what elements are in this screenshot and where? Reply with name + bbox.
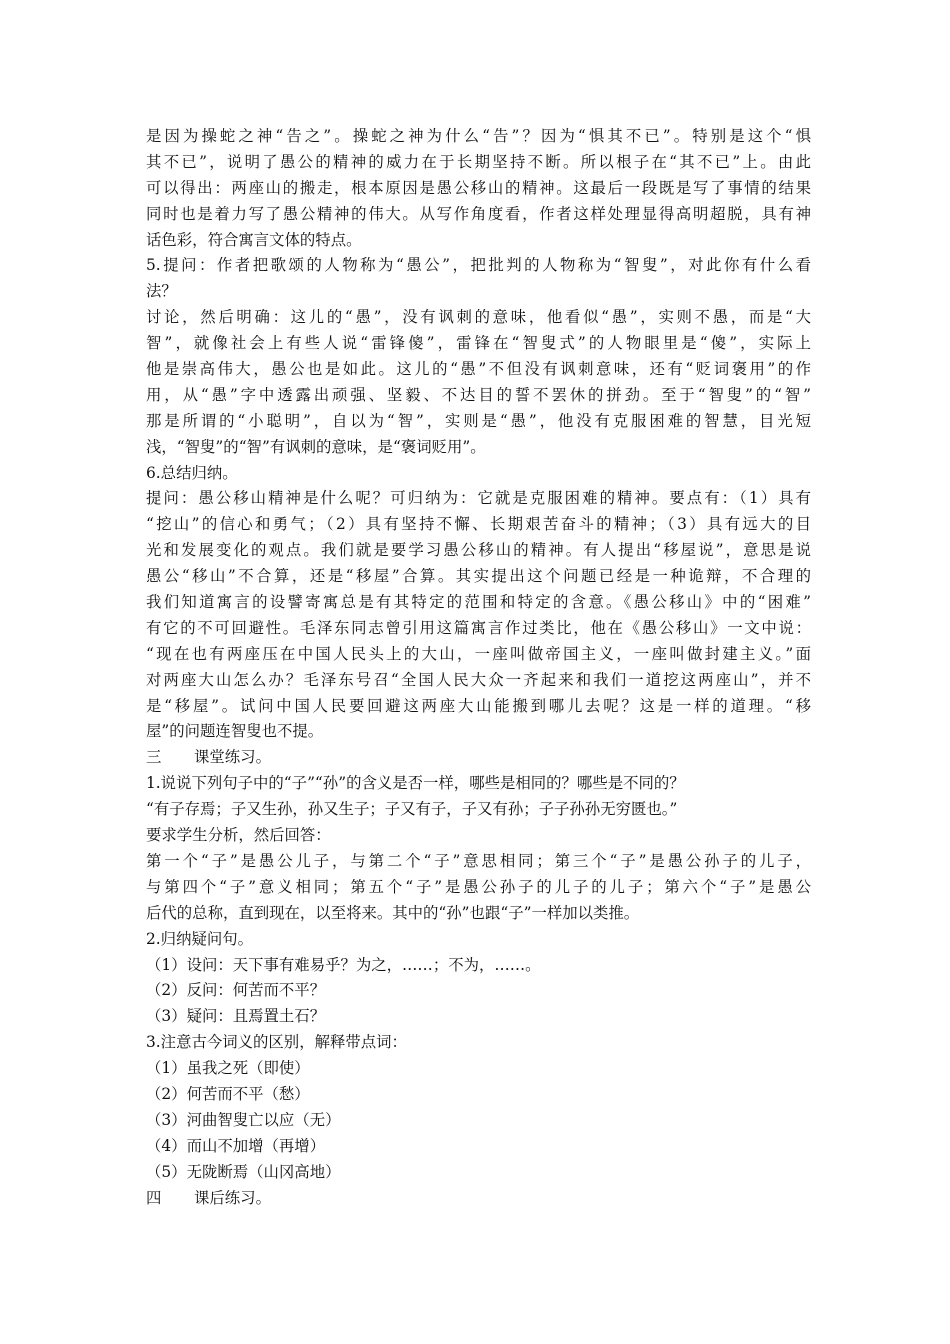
text-line: “挖山”的信心和勇气；（2）具有坚持不懈、长期艰苦奋斗的精神；（3）具有远大的目 [146, 515, 811, 534]
paragraph-conclusion [146, 124, 811, 253]
text-line: 浅，“智叟”的“智”有讽刺的意味，是“褒词贬用”。 [146, 437, 486, 456]
list-item: （1）虽我之死（即使） [146, 1059, 310, 1078]
document-body [146, 124, 811, 1211]
text-line: 愚公“移山”不合算，还是“移屋”合算。其实提出这个问题已经是一种诡辩，不合理的 [146, 567, 811, 586]
text-line: 第一个“子”是愚公儿子，与第二个“子”意思相同；第三个“子”是愚公孙子的儿子， [146, 851, 811, 870]
discussion-5 [146, 305, 811, 460]
text-line: 用，从“愚”字中透露出顽强、坚毅、不达目的誓不罢休的拼劲。至于“智叟”的“智” [146, 385, 811, 404]
text-line: 法？ [146, 282, 177, 301]
text-line: 同时也是着力写了愚公精神的伟大。从写作角度看，作者这样处理显得高明超脱，具有神 [146, 204, 811, 223]
exercise-1-answer [146, 849, 811, 927]
list-item: （3）疑问：且焉置土石？ [146, 1007, 326, 1026]
text-line: 屋”的问题连智叟也不提。 [146, 722, 324, 741]
exercise-1-question: 1.说说下列句子中的“子”“孙”的含义是否一样，哪些是相同的？哪些是不同的？ [146, 774, 685, 793]
exercise-1-quote: “有子存焉；子又生孙，孙又生子；子又有子，子又有孙；子子孙孙无穷匮也。” [146, 800, 678, 819]
exercise-2-list [146, 953, 811, 1031]
text-line: 智”，就像社会上有些人说“雷锋傻”，雷锋在“智叟式”的人物眼里是“傻”，实际上 [146, 334, 811, 353]
section-heading-classroom-practice [146, 745, 811, 771]
section-number: 三 [146, 748, 162, 767]
exercise-3-heading: 3.注意古今词义的区别，解释带点词： [146, 1033, 407, 1052]
text-line: 我们知道寓言的设譬寄寓总是有其特定的范围和特定的含意。《愚公移山》中的“困难” [146, 593, 811, 612]
text-line: 其不已”，说明了愚公的精神的威力在于长期坚持不断。所以根子在“其不已”上。由此 [146, 152, 811, 171]
paragraph-summary [146, 486, 811, 745]
text-line: 话色彩，符合寓言文体的特点。 [146, 230, 362, 249]
exercise-3-list [146, 1056, 811, 1185]
text-line: 他是崇高伟大，愚公也是如此。这儿的“愚”不但没有讽刺意味，还有“贬词褒用”的作 [146, 360, 811, 379]
text-line: 5.提问：作者把歌颂的人物称为“愚公”，把批判的人物称为“智叟”，对此你有什么看 [146, 256, 811, 275]
text-line: 那是所谓的“小聪明”，自以为“智”，实则是“愚”，他没有克服困难的智慧，目光短 [146, 411, 811, 430]
text-line: 有它的不可回避性。毛泽东同志曾引用这篇寓言作过类比，他在《愚公移山》一文中说： [146, 618, 811, 637]
exercise-2-heading: 2.归纳疑问句。 [146, 929, 254, 948]
list-item: （3）河曲智叟亡以应（无） [146, 1110, 341, 1129]
section-title: 课堂练习。 [194, 748, 271, 767]
section-title: 课后练习。 [194, 1188, 271, 1207]
text-line: 后代的总称，直到现在，以至将来。其中的“孙”也跟“子”一样加以类推。 [146, 903, 640, 922]
text-line: 光和发展变化的观点。我们就是要学习愚公移山的精神。有人提出“移屋说”，意思是说 [146, 541, 811, 560]
text-line: 讨论，然后明确：这儿的“愚”，没有讽刺的意味，他看似“愚”，实则不愚，而是“大 [146, 308, 811, 327]
text-line: “现在也有两座压在中国人民头上的大山，一座叫做帝国主义，一座叫做封建主义。”面 [146, 644, 811, 663]
text-line: 对两座大山怎么办？毛泽东号召“全国人民大众一齐起来和我们一道挖这两座山”，并不 [146, 670, 811, 689]
section-heading-homework [146, 1186, 811, 1212]
text-line: 提问：愚公移山精神是什么呢？可归纳为：它就是克服困难的精神。要点有：（1）具有 [146, 489, 811, 508]
text-line: 是因为操蛇之神“告之”。操蛇之神为什么“告”？因为“惧其不已”。特别是这个“惧 [146, 127, 811, 145]
exercise-1-requirement: 要求学生分析，然后回答： [146, 826, 331, 845]
list-item: （1）设问：天下事有难易乎？为之，……；不为，……。 [146, 955, 541, 974]
list-item: （4）而山不加增（再增） [146, 1136, 326, 1155]
section-number: 四 [146, 1188, 162, 1207]
text-line: 与第四个“子”意义相同；第五个“子”是愚公孙子的儿子的儿子；第六个“子”是愚公 [146, 877, 811, 896]
text-line: 可以得出：两座山的搬走，根本原因是愚公移山的精神。这最后一段既是写了事情的结果 [146, 178, 811, 197]
list-item: （2）反问：何苦而不平？ [146, 981, 326, 1000]
list-item: （5）无陇断焉（山冈高地） [146, 1162, 341, 1181]
question-5 [146, 253, 811, 305]
heading-summary: 6.总结归纳。 [146, 463, 238, 482]
list-item: （2）何苦而不平（愁） [146, 1084, 310, 1103]
text-line: 是“移屋”。试问中国人民要回避这两座大山能搬到哪儿去呢？这是一样的道理。“移 [146, 696, 811, 715]
